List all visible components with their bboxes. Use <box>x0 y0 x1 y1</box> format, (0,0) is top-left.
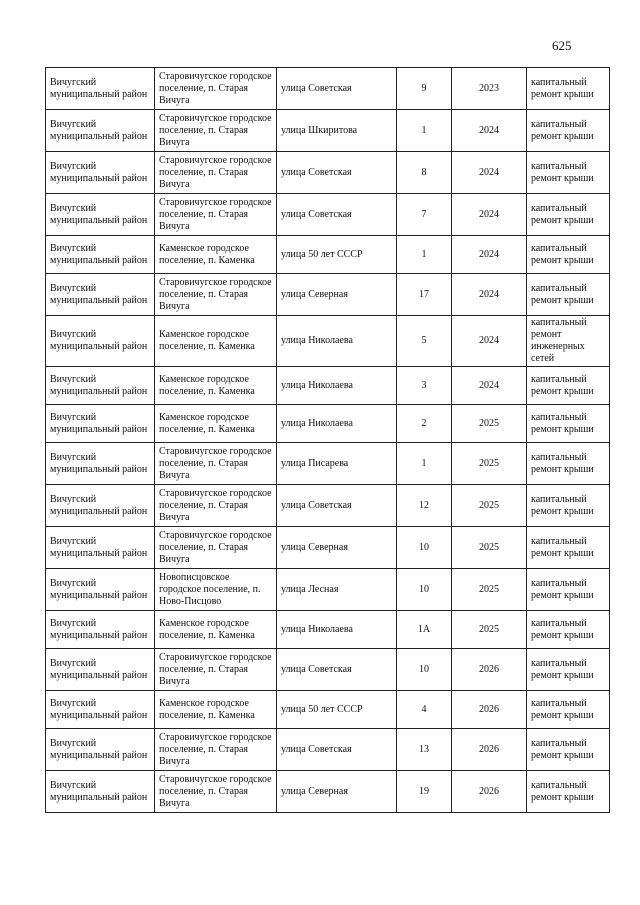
year-cell: 2024 <box>452 194 527 236</box>
settlement-cell: Старовичугское городское поселение, п. Старая Вичуга <box>155 729 277 771</box>
work-type-cell: капитальный ремонт крыши <box>527 110 610 152</box>
house-number-cell: 1 <box>397 443 452 485</box>
table-row <box>46 729 610 771</box>
work-type-cell: капитальный ремонт крыши <box>527 691 610 729</box>
year-cell: 2024 <box>452 367 527 405</box>
settlement-cell: Каменское городское поселение, п. Каменка <box>155 316 277 367</box>
street-cell: улица Николаева <box>277 405 397 443</box>
street-cell: улица Советская <box>277 68 397 110</box>
house-number-cell: 13 <box>397 729 452 771</box>
district-cell: Вичугский муниципальный район <box>46 316 155 367</box>
settlement-cell: Старовичугское городское поселение, п. Старая Вичуга <box>155 443 277 485</box>
settlement-cell: Старовичугское городское поселение, п. Старая Вичуга <box>155 527 277 569</box>
year-cell: 2025 <box>452 569 527 611</box>
house-number-cell: 1 <box>397 236 452 274</box>
settlement-cell: Старовичугское городское поселение, п. Старая Вичуга <box>155 152 277 194</box>
year-cell: 2025 <box>452 527 527 569</box>
house-number-cell: 17 <box>397 274 452 316</box>
work-type-cell: капитальный ремонт крыши <box>527 236 610 274</box>
year-cell: 2023 <box>452 68 527 110</box>
street-cell: улица Советская <box>277 152 397 194</box>
district-cell: Вичугский муниципальный район <box>46 236 155 274</box>
district-cell: Вичугский муниципальный район <box>46 405 155 443</box>
street-cell: улица Советская <box>277 194 397 236</box>
house-number-cell: 5 <box>397 316 452 367</box>
street-cell: улица Северная <box>277 771 397 813</box>
street-cell: улица Николаева <box>277 367 397 405</box>
street-cell: улица 50 лет СССР <box>277 691 397 729</box>
year-cell: 2024 <box>452 236 527 274</box>
street-cell: улица Николаева <box>277 611 397 649</box>
table-row <box>46 152 610 194</box>
table-row <box>46 485 610 527</box>
district-cell: Вичугский муниципальный район <box>46 691 155 729</box>
house-number-cell: 10 <box>397 649 452 691</box>
house-number-cell: 12 <box>397 485 452 527</box>
settlement-cell: Старовичугское городское поселение, п. Старая Вичуга <box>155 194 277 236</box>
table-row <box>46 569 610 611</box>
table-row <box>46 405 610 443</box>
work-type-cell: капитальный ремонт крыши <box>527 771 610 813</box>
house-number-cell: 8 <box>397 152 452 194</box>
house-number-cell: 2 <box>397 405 452 443</box>
work-type-cell: капитальный ремонт крыши <box>527 274 610 316</box>
page-number: 625 <box>552 38 572 53</box>
district-cell: Вичугский муниципальный район <box>46 729 155 771</box>
work-type-cell: капитальный ремонт крыши <box>527 527 610 569</box>
work-type-cell: капитальный ремонт крыши <box>527 68 610 110</box>
street-cell: улица Советская <box>277 649 397 691</box>
table-row <box>46 110 610 152</box>
work-type-cell: капитальный ремонт крыши <box>527 405 610 443</box>
house-number-cell: 1А <box>397 611 452 649</box>
settlement-cell: Каменское городское поселение, п. Каменка <box>155 691 277 729</box>
settlement-cell: Старовичугское городское поселение, п. Старая Вичуга <box>155 110 277 152</box>
table-row <box>46 236 610 274</box>
district-cell: Вичугский муниципальный район <box>46 194 155 236</box>
work-type-cell: капитальный ремонт крыши <box>527 443 610 485</box>
house-number-cell: 4 <box>397 691 452 729</box>
year-cell: 2025 <box>452 611 527 649</box>
settlement-cell: Старовичугское городское поселение, п. Старая Вичуга <box>155 485 277 527</box>
house-number-cell: 1 <box>397 110 452 152</box>
district-cell: Вичугский муниципальный район <box>46 68 155 110</box>
street-cell: улица Северная <box>277 274 397 316</box>
street-cell: улица Лесная <box>277 569 397 611</box>
work-type-cell: капитальный ремонт крыши <box>527 729 610 771</box>
settlement-cell: Каменское городское поселение, п. Каменка <box>155 367 277 405</box>
year-cell: 2024 <box>452 316 527 367</box>
work-type-cell: капитальный ремонт крыши <box>527 152 610 194</box>
table-row <box>46 367 610 405</box>
table-body <box>46 68 610 813</box>
table-row <box>46 611 610 649</box>
street-cell: улица Советская <box>277 485 397 527</box>
house-number-cell: 10 <box>397 527 452 569</box>
year-cell: 2024 <box>452 152 527 194</box>
table-row <box>46 194 610 236</box>
street-cell: улица Северная <box>277 527 397 569</box>
table-row <box>46 691 610 729</box>
street-cell: улица Писарева <box>277 443 397 485</box>
house-number-cell: 19 <box>397 771 452 813</box>
work-type-cell: капитальный ремонт крыши <box>527 367 610 405</box>
year-cell: 2026 <box>452 729 527 771</box>
house-number-cell: 9 <box>397 68 452 110</box>
settlement-cell: Старовичугское городское поселение, п. Старая Вичуга <box>155 68 277 110</box>
settlement-cell: Каменское городское поселение, п. Каменка <box>155 611 277 649</box>
table-row <box>46 527 610 569</box>
district-cell: Вичугский муниципальный район <box>46 527 155 569</box>
district-cell: Вичугский муниципальный район <box>46 443 155 485</box>
year-cell: 2025 <box>452 405 527 443</box>
district-cell: Вичугский муниципальный район <box>46 611 155 649</box>
table-row <box>46 649 610 691</box>
settlement-cell: Старовичугское городское поселение, п. Старая Вичуга <box>155 771 277 813</box>
table-row <box>46 316 610 367</box>
year-cell: 2024 <box>452 110 527 152</box>
district-cell: Вичугский муниципальный район <box>46 367 155 405</box>
district-cell: Вичугский муниципальный район <box>46 152 155 194</box>
work-type-cell: капитальный ремонт инженерных сетей <box>527 316 610 367</box>
work-type-cell: капитальный ремонт крыши <box>527 569 610 611</box>
street-cell: улица Шкиритова <box>277 110 397 152</box>
work-type-cell: капитальный ремонт крыши <box>527 649 610 691</box>
year-cell: 2026 <box>452 771 527 813</box>
district-cell: Вичугский муниципальный район <box>46 569 155 611</box>
work-type-cell: капитальный ремонт крыши <box>527 611 610 649</box>
house-number-cell: 10 <box>397 569 452 611</box>
year-cell: 2026 <box>452 691 527 729</box>
table-row <box>46 443 610 485</box>
district-cell: Вичугский муниципальный район <box>46 649 155 691</box>
year-cell: 2026 <box>452 649 527 691</box>
street-cell: улица Николаева <box>277 316 397 367</box>
street-cell: улица 50 лет СССР <box>277 236 397 274</box>
year-cell: 2024 <box>452 274 527 316</box>
settlement-cell: Старовичугское городское поселение, п. Старая Вичуга <box>155 274 277 316</box>
district-cell: Вичугский муниципальный район <box>46 485 155 527</box>
settlement-cell: Старовичугское городское поселение, п. Старая Вичуга <box>155 649 277 691</box>
work-type-cell: капитальный ремонт крыши <box>527 194 610 236</box>
table-row <box>46 274 610 316</box>
year-cell: 2025 <box>452 443 527 485</box>
year-cell: 2025 <box>452 485 527 527</box>
street-cell: улица Советская <box>277 729 397 771</box>
house-number-cell: 3 <box>397 367 452 405</box>
district-cell: Вичугский муниципальный район <box>46 274 155 316</box>
housing-repair-table <box>45 67 610 813</box>
table-row <box>46 771 610 813</box>
work-type-cell: капитальный ремонт крыши <box>527 485 610 527</box>
settlement-cell: Каменское городское поселение, п. Каменка <box>155 236 277 274</box>
district-cell: Вичугский муниципальный район <box>46 771 155 813</box>
settlement-cell: Новописцовское городское поселение, п. Ново-Писцово <box>155 569 277 611</box>
table-row <box>46 68 610 110</box>
house-number-cell: 7 <box>397 194 452 236</box>
settlement-cell: Каменское городское поселение, п. Каменка <box>155 405 277 443</box>
district-cell: Вичугский муниципальный район <box>46 110 155 152</box>
